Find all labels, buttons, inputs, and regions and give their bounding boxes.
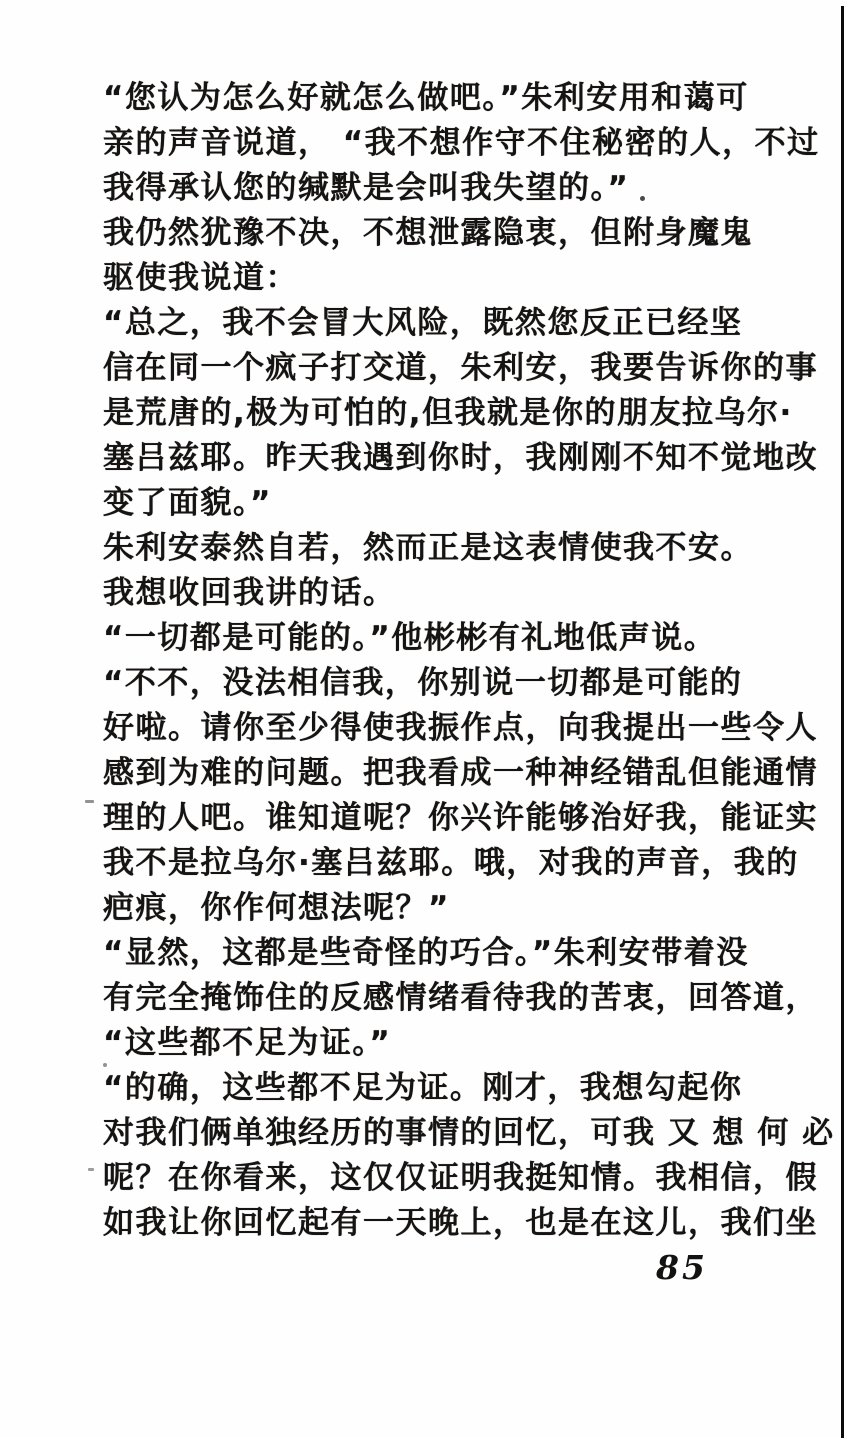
paragraph: [103, 76, 820, 211]
text-line: “显然，这都是些奇怪的巧合。”朱利安带着没: [103, 935, 749, 971]
scan-speck: [103, 1063, 107, 1067]
paragraph: [103, 526, 755, 616]
text-line: 感到为难的问题。把我看成一种神经错乱但能通情: [103, 755, 818, 791]
text-line: 好啦。请你至少得使我振作点，向我提出一些令人: [103, 710, 818, 746]
text-line: 我不是拉乌尔·塞吕兹耶。哦，对我的声音，我的: [103, 845, 799, 881]
paragraph: [103, 211, 755, 301]
text-line: 朱利安泰然自若，然而正是这表情使我不安。: [103, 530, 753, 566]
scan-edge-line: [841, 6, 844, 1438]
text-line: 变了面貌。”: [103, 485, 272, 521]
text-line: 是荒唐的,极为可怕的,但我就是你的朋友拉乌尔·: [103, 395, 793, 431]
paragraph: [103, 1066, 835, 1246]
text-line: 我得承认您的缄默是会叫我失望的。”: [103, 170, 630, 206]
paragraph: [103, 301, 818, 526]
body-text: [103, 76, 835, 1246]
text-line: 疤痕，你作何想法呢？”: [103, 890, 450, 926]
scan-speck: [85, 800, 94, 803]
text-line: “的确，这些都不足为证。刚才，我想勾起你: [103, 1070, 743, 1106]
paragraph: [103, 931, 818, 1066]
text-line: 我想收回我讲的话。: [103, 575, 396, 611]
text-line: “总之，我不会冒大风险，既然您反正已经坚: [103, 305, 743, 341]
scan-speck: [88, 1168, 94, 1171]
page-number: 85: [656, 1248, 708, 1287]
paragraph: [103, 616, 755, 661]
text-line: “这些都不足为证。”: [103, 1025, 392, 1061]
text-line: 信在同一个疯子打交道，朱利安，我要告诉你的事: [103, 350, 818, 386]
text-line: 驱使我说道：: [103, 260, 298, 296]
paragraph: [103, 661, 818, 931]
text-line: 我仍然犹豫不决，不想泄露隐衷，但附身魔鬼: [103, 215, 753, 251]
text-line: “您认为怎么好就怎么做吧。”朱利安用和蔼可: [103, 80, 749, 116]
text-line: 亲的声音说道， “我不想作守不住秘密的人，不过: [103, 125, 820, 161]
scan-speck: [640, 196, 645, 201]
text-line: 对我们俩单独经历的事情的回忆，可我 又 想 何 必: [103, 1115, 835, 1151]
text-line: 有完全掩饰住的反感情绪看待我的苦衷，回答道，: [103, 980, 818, 1016]
text-line: 塞吕兹耶。昨天我遇到你时，我刚刚不知不觉地改: [103, 440, 818, 476]
text-line: 呢？在你看来，这仅仅证明我挺知情。我相信，假: [103, 1160, 818, 1196]
text-line: 如我让你回忆起有一天晚上，也是在这儿，我们坐: [103, 1205, 818, 1241]
text-line: 理的人吧。谁知道呢？你兴许能够治好我，能证实: [103, 800, 818, 836]
text-line: “一切都是可能的。”他彬彬有礼地低声说。: [103, 620, 717, 656]
text-line: “不不，没法相信我，你别说一切都是可能的: [103, 665, 743, 701]
